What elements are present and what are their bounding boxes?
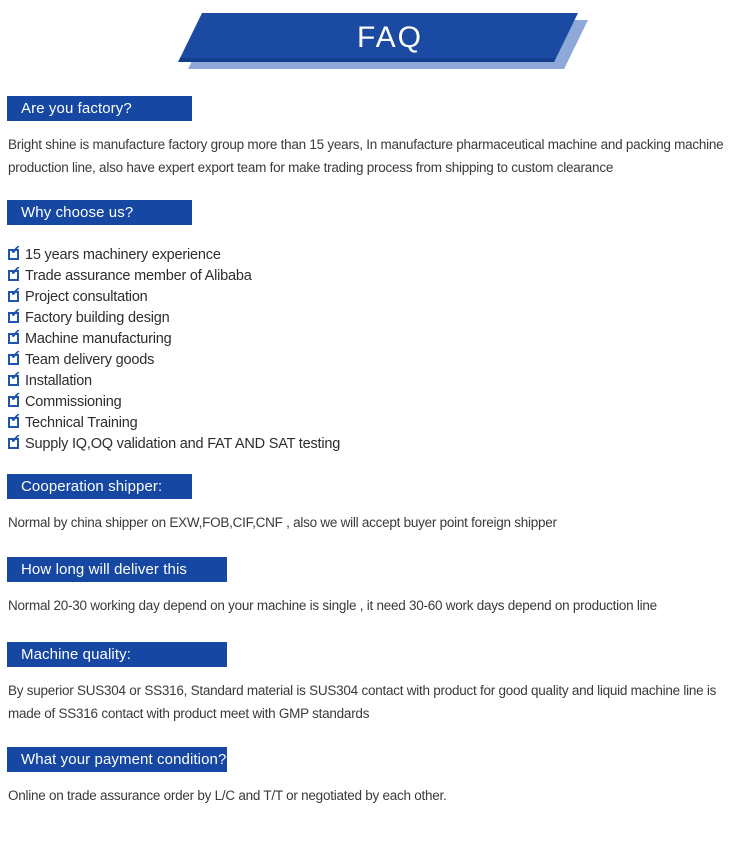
checklist-item xyxy=(8,265,750,286)
section-heading: Are you factory? xyxy=(7,96,192,121)
checklist-item xyxy=(8,349,750,370)
checked-checkbox-icon xyxy=(8,285,21,302)
section-heading: Machine quality: xyxy=(7,642,227,667)
checklist-item xyxy=(8,412,750,433)
checklist-item-label: Team delivery goods xyxy=(25,351,155,368)
section-why-choose-us xyxy=(0,200,750,454)
checklist-item-label: Commissioning xyxy=(25,393,122,410)
section-body: Normal 20-30 working day depend on your machine is single , it need 30-60 work days depend on production line xyxy=(8,598,657,613)
checklist-item-label: Factory building design xyxy=(25,309,170,326)
checked-checkbox-icon xyxy=(8,348,21,365)
checklist-item-label: Installation xyxy=(25,372,92,389)
checklist-item-label: 15 years machinery experience xyxy=(25,246,221,263)
checklist-item xyxy=(8,307,750,328)
checked-checkbox-icon xyxy=(8,264,21,281)
section-cooperation-shipper xyxy=(0,474,750,534)
faq-banner xyxy=(0,0,750,80)
checked-checkbox-icon xyxy=(8,243,21,260)
check-mark-icon: ✔ xyxy=(10,306,21,321)
section-are-you-factory xyxy=(0,96,750,179)
checklist-item-label: Trade assurance member of Alibaba xyxy=(25,267,252,284)
why-choose-us-checklist xyxy=(8,244,750,454)
check-mark-icon: ✔ xyxy=(10,390,21,405)
section-body: Normal by china shipper on EXW,FOB,CIF,CNF , also we will accept buyer point foreign shipper xyxy=(8,515,557,530)
section-body: Online on trade assurance order by L/C and T/T or negotiated by each other. xyxy=(8,788,447,803)
section-heading: Why choose us? xyxy=(7,200,192,225)
check-mark-icon: ✔ xyxy=(10,285,21,300)
section-machine-quality xyxy=(0,642,750,725)
checked-checkbox-icon xyxy=(8,306,21,323)
checked-checkbox-icon xyxy=(8,369,21,386)
checklist-item xyxy=(8,328,750,349)
checklist-item xyxy=(8,286,750,307)
check-mark-icon: ✔ xyxy=(10,243,21,258)
section-payment-condition xyxy=(0,747,750,807)
section-heading: Cooperation shipper: xyxy=(7,474,192,499)
checklist-item-label: Machine manufacturing xyxy=(25,330,172,347)
checklist-item-label: Technical Training xyxy=(25,414,138,431)
checked-checkbox-icon xyxy=(8,390,21,407)
section-body: Bright shine is manufacture factory group more than 15 years, In manufacture pharmaceutical machine and packing machine production line, also have expert export team for make trading process from shipping to custom clearance xyxy=(8,137,724,175)
checklist-item xyxy=(8,391,750,412)
checklist-item-label: Supply IQ,OQ validation and FAT AND SAT testing xyxy=(25,435,341,452)
check-mark-icon: ✔ xyxy=(10,432,21,447)
checklist-item xyxy=(8,433,750,454)
section-delivery-time xyxy=(0,557,750,617)
check-mark-icon: ✔ xyxy=(10,369,21,384)
page-title: FAQ xyxy=(356,20,423,54)
check-mark-icon: ✔ xyxy=(10,348,21,363)
section-heading: How long will deliver this goods? xyxy=(7,557,227,582)
section-body: By superior SUS304 or SS316, Standard material is SUS304 contact with product for good quality and liquid machine line is made of SS316 contact with product meet with GMP standards xyxy=(8,683,717,721)
checked-checkbox-icon xyxy=(8,327,21,344)
check-mark-icon: ✔ xyxy=(10,264,21,279)
check-mark-icon: ✔ xyxy=(10,327,21,342)
checklist-item xyxy=(8,244,750,265)
checklist-item xyxy=(8,370,750,391)
check-mark-icon: ✔ xyxy=(10,411,21,426)
checked-checkbox-icon xyxy=(8,411,21,428)
section-heading: What your payment condition? xyxy=(7,747,227,772)
checked-checkbox-icon xyxy=(8,432,21,449)
checklist-item-label: Project consultation xyxy=(25,288,148,305)
